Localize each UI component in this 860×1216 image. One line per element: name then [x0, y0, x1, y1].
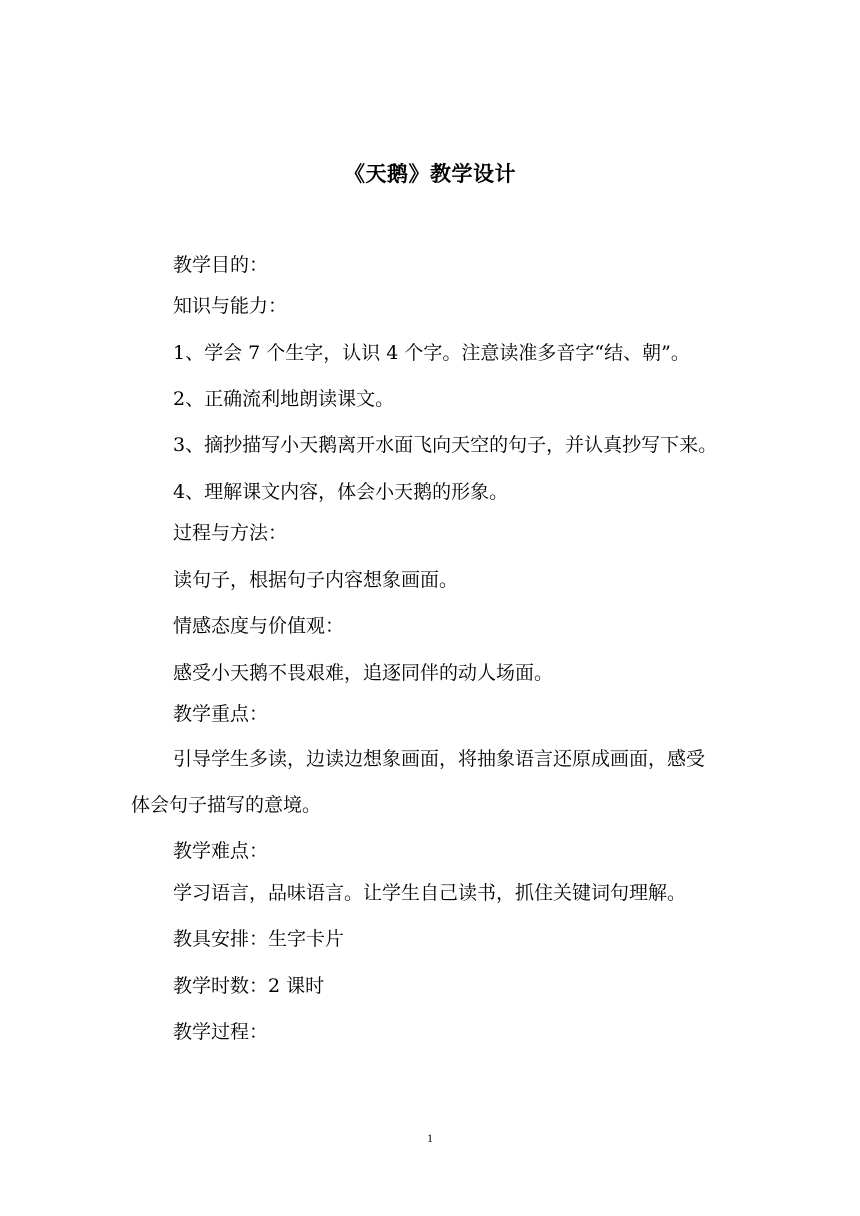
emotion-heading: 情感态度与价值观：	[173, 615, 345, 637]
page-number: 1	[427, 1131, 433, 1145]
procedure-heading: 教学过程：	[173, 1021, 269, 1043]
process-heading: 过程与方法：	[173, 522, 288, 544]
objective-item-3: 3、摘抄描写小天鹅离开水面飞向天空的句子，并认真抄写下来。	[173, 434, 718, 456]
key-points-text: 引导学生多读，边读边想象画面，将抽象语言还原成画面，感受	[173, 748, 706, 770]
teaching-hours: 教学时数：2 课时	[173, 975, 325, 997]
objective-item-1: 1、学会 7 个生字，认识 4 个字。注意读准多音字“结、朝”。	[173, 342, 690, 364]
emotion-text: 感受小天鹅不畏艰难，追逐同伴的动人场面。	[173, 662, 554, 684]
difficulty-heading: 教学难点：	[173, 840, 269, 862]
process-text: 读句子，根据句子内容想象画面。	[173, 569, 459, 591]
objective-item-2: 2、正确流利地朗读课文。	[173, 388, 395, 410]
key-points-text-continuation: 体会句子描写的意境。	[131, 794, 322, 816]
key-points-heading: 教学重点：	[173, 703, 269, 725]
difficulty-text: 学习语言，品味语言。让学生自己读书，抓住关键词句理解。	[173, 882, 687, 904]
document-title: 《天鹅》教学设计	[344, 161, 516, 186]
objective-item-4: 4、理解课文内容，体会小天鹅的形象。	[173, 481, 509, 503]
objectives-heading: 教学目的：	[173, 254, 269, 276]
knowledge-heading: 知识与能力：	[173, 295, 288, 317]
teaching-tools: 教具安排：生字卡片	[173, 928, 345, 950]
